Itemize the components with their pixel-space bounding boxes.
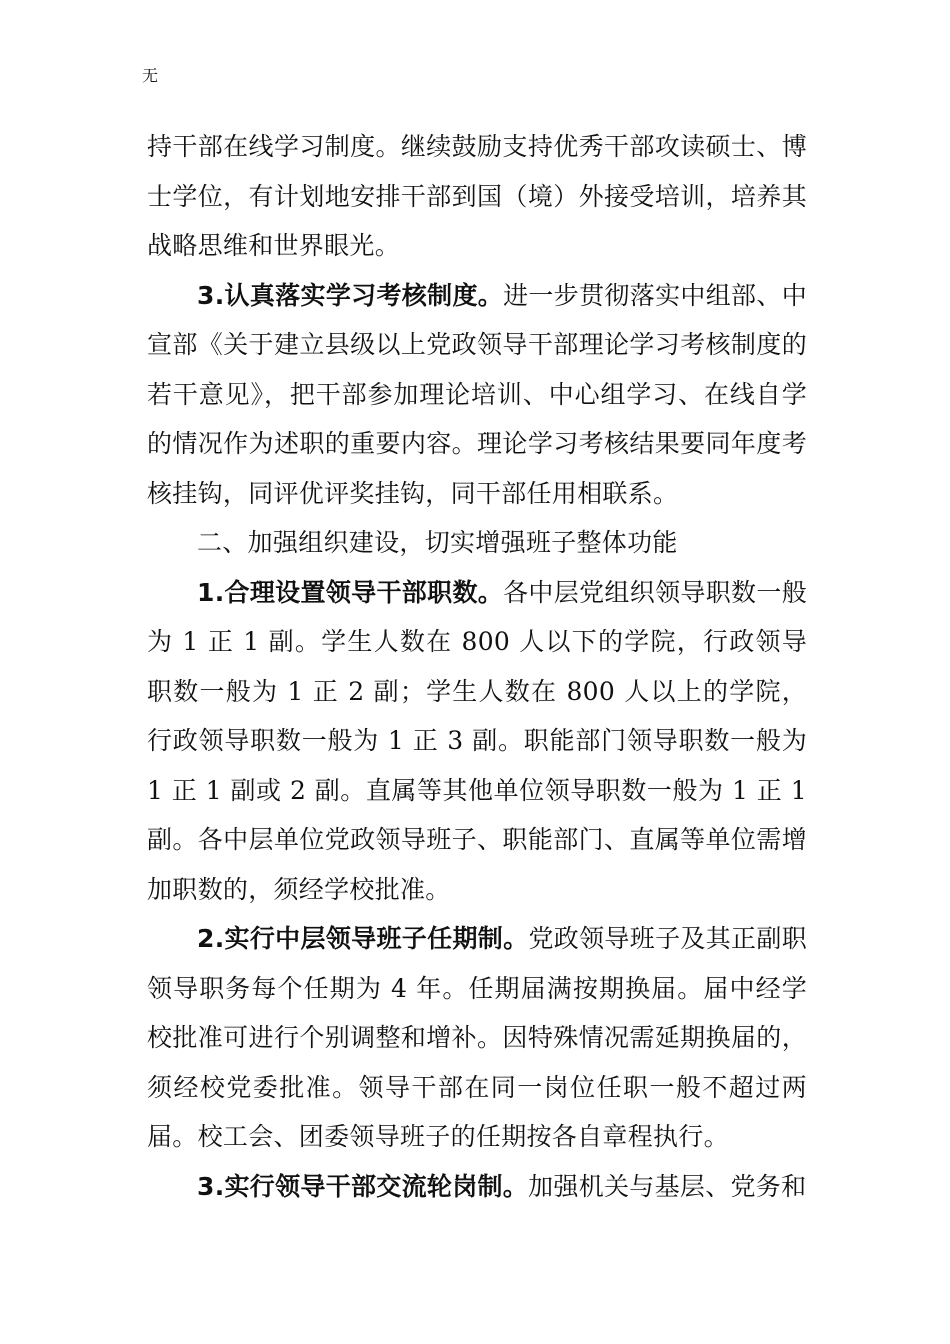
paragraph-body: 加强机关与基层、党务和 <box>528 1171 807 1201</box>
document-body <box>147 122 807 1211</box>
paragraph-title: 2.实行中层领导班子任期制。 <box>197 924 529 953</box>
paragraph-body: 各中层党组织领导职数一般为 1 正 1 副。学生人数在 800 人以下的学院，行政领导职数一般为 1 正 2 副；学生人数在 800 人以上的学院，行政领导职数一般为 1 正 3 副。职能部门领导职数一般为 1 正 1 副或 2 副。直属等其他单位领导职数一般为 1 正 1 副。各中层单位党政领导班子、职能部门、直属等单位需增加职数的，须经学校批准。 <box>147 577 807 904</box>
paragraph-body: 党政领导班子及其正副职领导职务每个任期为 4 年。任期届满按期换届。届中经学校批准可进行个别调整和增补。因特殊情况需延期换届的，须经校党委批准。领导干部在同一岗位任职一般不超过两届。校工会、团委领导班子的任期按各自章程执行。 <box>147 924 807 1151</box>
section-heading: 二、加强组织建设，切实增强班子整体功能 <box>197 528 678 557</box>
header-mark: 无 <box>142 66 159 85</box>
paragraph-rotation-system <box>147 1162 807 1212</box>
paragraph-study-assessment <box>147 271 807 519</box>
paragraph-title: 1.合理设置领导干部职数。 <box>197 577 504 607</box>
paragraph-term-system <box>147 914 807 1162</box>
paragraph-leader-quota <box>147 568 807 915</box>
paragraph-body: 进一步贯彻落实中组部、中宣部《关于建立县级以上党政领导干部理论学习考核制度的若干意见》，把干部参加理论培训、中心组学习、在线自学的情况作为述职的重要内容。理论学习考核结果要同年度考核挂钩，同评优评奖挂钩，同干部任用相联系。 <box>147 280 807 508</box>
paragraph-continuation: 持干部在线学习制度。继续鼓励支持优秀干部攻读硕士、博士学位，有计划地安排干部到国（境）外接受培训，培养其战略思维和世界眼光。 <box>147 132 807 260</box>
paragraph-title: 3.认真落实学习考核制度。 <box>197 280 504 310</box>
paragraph-title: 3.实行领导干部交流轮岗制。 <box>197 1171 529 1201</box>
